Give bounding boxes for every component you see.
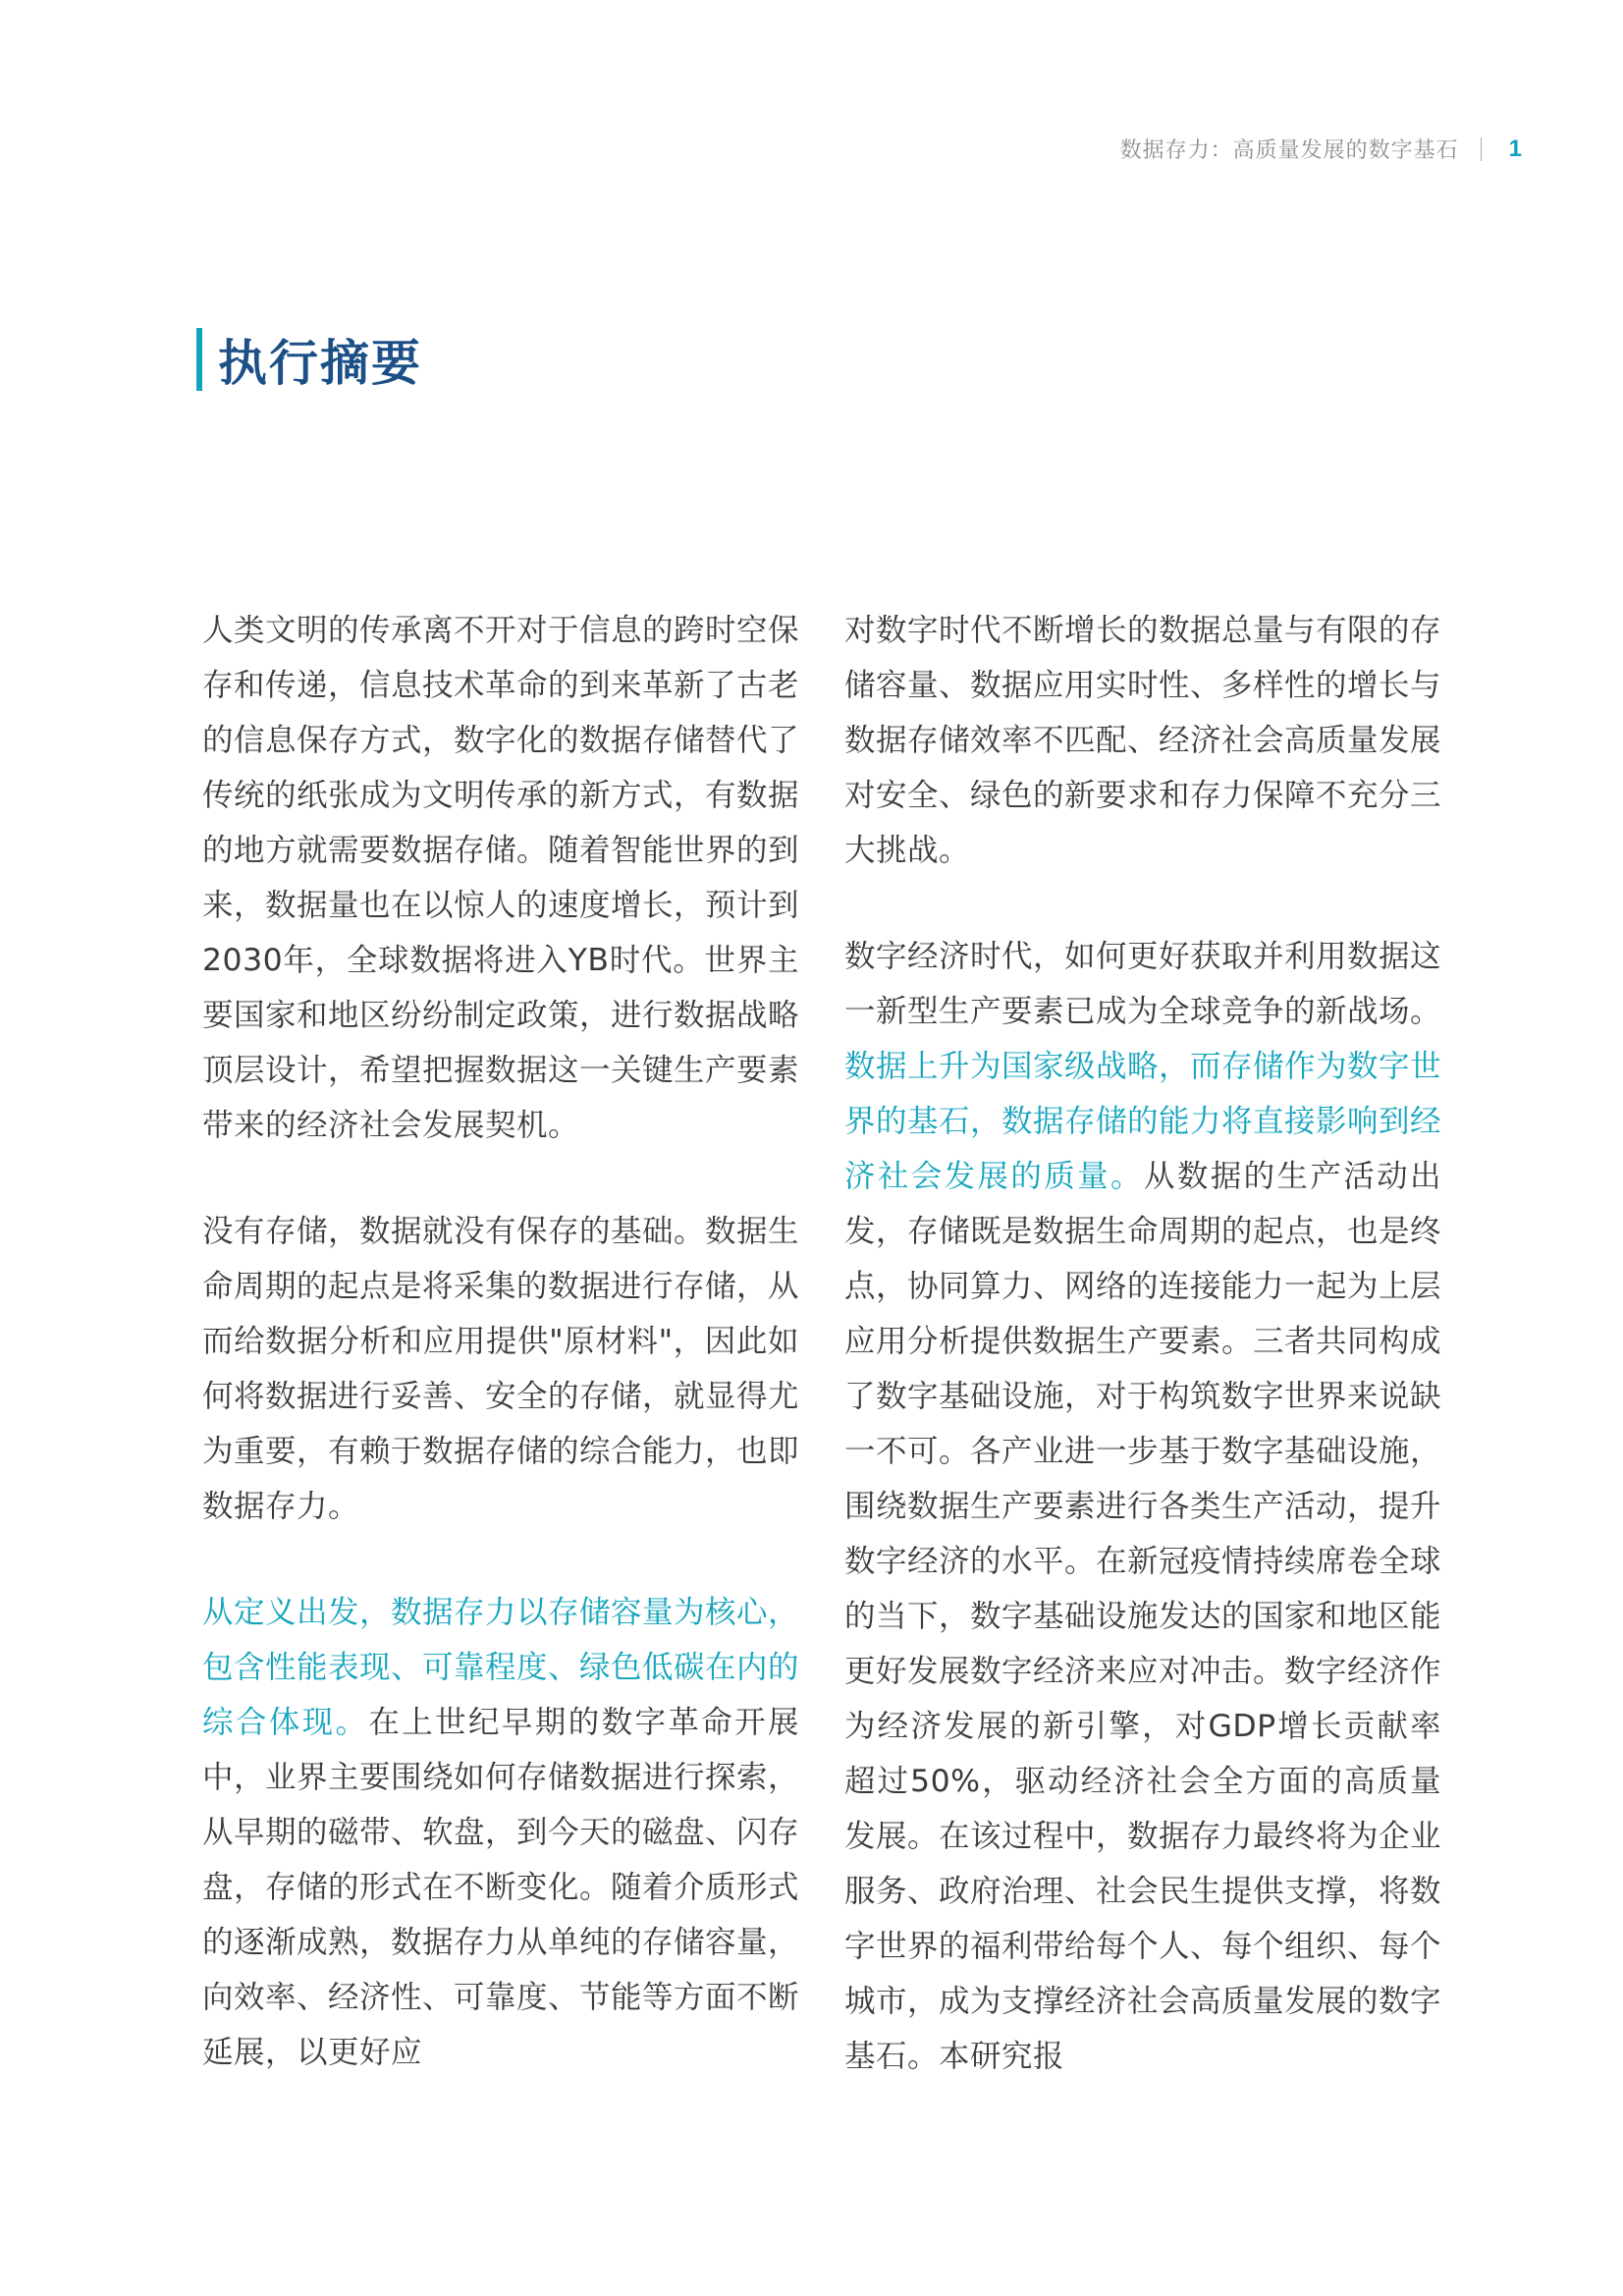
paragraph: 没有存储，数据就没有保存的基础。数据生命周期的起点是将采集的数据进行存储，从而给数据分析和应用提供"原材料"，因此如何将数据进行妥善、安全的存储，就显得尤为重要，有赖于数据存储的综合能力，也即数据存力。 — [202, 1214, 800, 1524]
page-number: 1 — [1508, 135, 1523, 162]
paragraph-text: 在上世纪早期的数字革命开展中，业界主要围绕如何存储数据进行探索，从早期的磁带、软盘，到今天的磁盘、闪存盘，存储的形式在不断变化。随着介质形式的逐渐成熟，数据存力从单纯的存储容量，向效率、经济性、可靠度、节能等方面不断延展，以更好应 — [202, 1705, 800, 2070]
paragraph — [202, 1585, 799, 2080]
highlighted-text: 数据上升为国家级战略，而存储作为数字世界的基石，数据存储的能力将直接影响到经济社会发展的质量。 — [844, 1049, 1442, 1194]
running-title: 数据存力：高质量发展的数字基石 — [1119, 138, 1459, 163]
paragraph: 对数字时代不断增长的数据总量与有限的存储容量、数据应用实时性、多样性的增长与数据存储效率不匹配、经济社会高质量发展对安全、绿色的新要求和存力保障不充分三大挑战。 — [844, 613, 1442, 868]
paragraph — [844, 929, 1441, 2084]
paragraph-text: 从数据的生产活动出发，存储既是数据生命周期的起点，也是终点，协同算力、网络的连接能力一起为上层应用分析提供数据生产要素。三者共同构成了数字基础设施，对于构筑数字世界来说缺一不可。各产业进一步基于数字基础设施，围绕数据生产要素进行各类生产活动，提升数字经济的水平。在新冠疫情持续席卷全球的当下，数字基础设施发达的国家和地区能更好发展数字经济来应对冲击。数字经济作为经济发展的新引擎，对GDP增长贡献率超过50%，驱动经济社会全方面的高质量发展。在该过程中，数据存力最终将为企业服务、政府治理、社会民生提供支撑，将数字世界的福利带给每个人、每个组织、每个城市，成为支撑经济社会高质量发展的数字基石。本研究报 — [844, 1159, 1442, 2074]
page-title: 执行摘要 — [218, 335, 422, 392]
header-divider — [1481, 137, 1482, 161]
body-columns — [202, 603, 1441, 2135]
title-accent-bar — [196, 328, 202, 391]
section-title-block — [196, 324, 422, 395]
page-header — [1120, 134, 1523, 164]
right-column — [844, 603, 1441, 2135]
highlighted-text: 从定义出发，数据存力以存储容量为核心，包含性能表现、可靠程度、绿色低碳在内的综合体现。 — [202, 1595, 800, 1740]
left-column — [202, 603, 799, 2135]
paragraph: 人类文明的传承离不开对于信息的跨时空保存和传递，信息技术革命的到来革新了古老的信息保存方式，数字化的数据存储替代了传统的纸张成为文明传承的新方式，有数据的地方就需要数据存储。随着智能世界的到来，数据量也在以惊人的速度增长，预计到2030年，全球数据将进入YB时代。世界主要国家和地区纷纷制定政策，进行数据战略顶层设计，希望把握数据这一关键生产要素带来的经济社会发展契机。 — [202, 613, 800, 1143]
paragraph-text: 数字经济时代，如何更好获取并利用数据这一新型生产要素已成为全球竞争的新战场。 — [844, 939, 1442, 1029]
